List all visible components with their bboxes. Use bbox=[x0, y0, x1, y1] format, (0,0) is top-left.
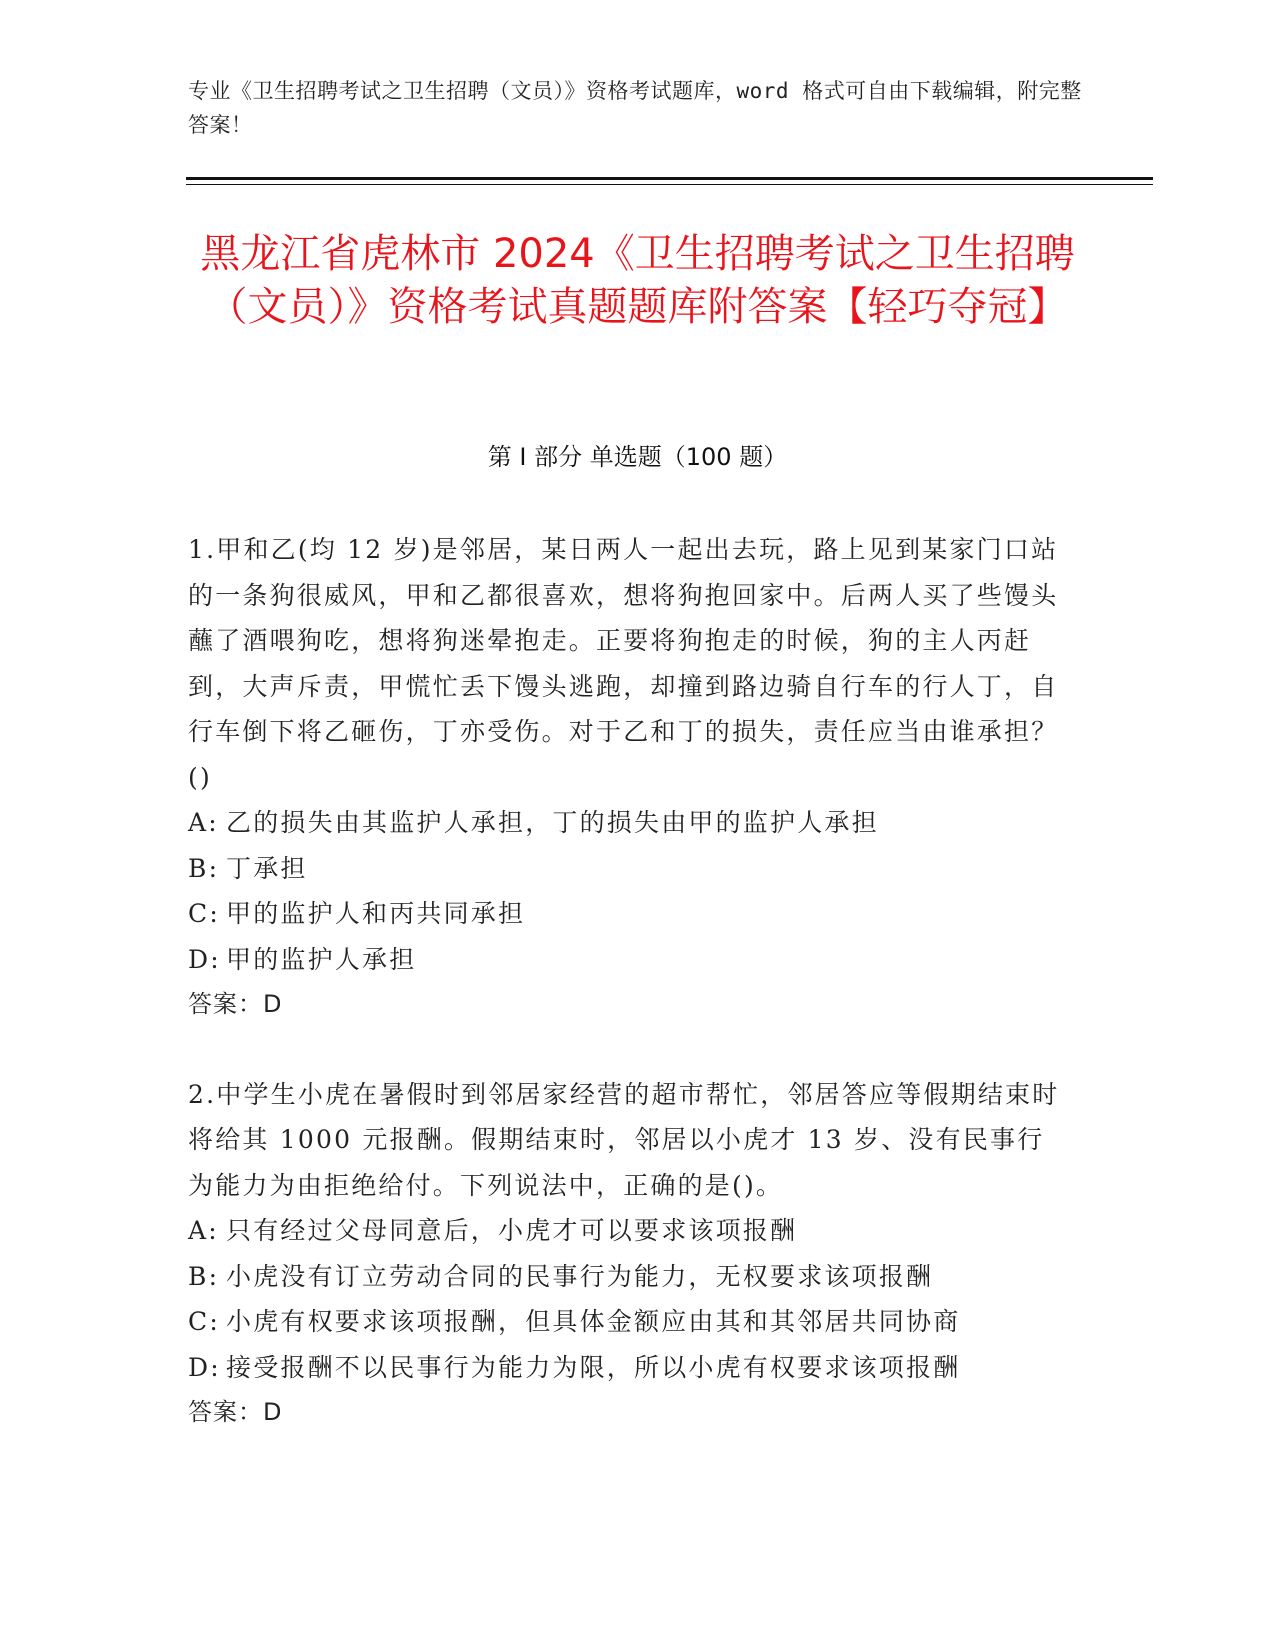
answer-label: 答案：D bbox=[188, 990, 283, 1018]
option-letter: C: bbox=[188, 1307, 220, 1336]
question-list bbox=[188, 527, 1068, 1480]
option-text: 小虎有权要求该项报酬，但具体金额应由其和其邻居共同协商 bbox=[226, 1307, 961, 1336]
option-text: 甲的监护人和丙共同承担 bbox=[226, 899, 526, 928]
option-c bbox=[188, 1299, 1068, 1345]
question-1 bbox=[188, 527, 1068, 1028]
header-note: 专业《卫生招聘考试之卫生招聘（文员）》资格考试题库，word 格式可自由下载编辑，附完整答案！ bbox=[188, 79, 1082, 137]
header-rule-thick bbox=[186, 177, 1153, 180]
option-b bbox=[188, 846, 1068, 892]
section-title: 第 I 部分 单选题（100 题） bbox=[487, 443, 788, 471]
option-a bbox=[188, 1208, 1068, 1254]
option-text: 丁承担 bbox=[226, 853, 308, 883]
option-letter: C: bbox=[188, 899, 220, 928]
option-text: 甲的监护人承担 bbox=[226, 944, 417, 974]
question-stem: 1.甲和乙(均 12 岁)是邻居，某日两人一起出去玩，路上见到某家门口站的一条狗很威风，甲和乙都很喜欢，想将狗抱回家中。后两人买了些馒头蘸了酒喂狗吃，想将狗迷晕抱走。正要将狗抱走的时候，狗的主人丙赶到，大声斥责，甲慌忙丢下馒头逃跑，却撞到路边骑自行车的行人丁，自行车倒下将乙砸伤，丁亦受伤。对于乙和丁的损失，责任应当由谁承担？() bbox=[188, 535, 1059, 792]
document-title: 黑龙江省虎林市 2024《卫生招聘考试之卫生招聘（文员）》资格考试真题题库附答案【轻巧夺冠】 bbox=[200, 231, 1075, 330]
option-a bbox=[188, 800, 1068, 846]
header-rule-thin bbox=[186, 184, 1153, 185]
option-text: 小虎没有订立劳动合同的民事行为能力，无权要求该项报酬 bbox=[226, 1261, 934, 1291]
option-letter: B: bbox=[188, 1261, 220, 1291]
option-b bbox=[188, 1254, 1068, 1300]
question-2 bbox=[188, 1072, 1068, 1436]
option-letter: D: bbox=[188, 1352, 221, 1382]
option-letter: B: bbox=[188, 853, 220, 883]
option-text: 接受报酬不以民事行为能力为限，所以小虎有权要求该项报酬 bbox=[226, 1352, 961, 1382]
option-text: 只有经过父母同意后，小虎才可以要求该项报酬 bbox=[226, 1216, 798, 1245]
option-d bbox=[188, 937, 1068, 983]
option-text: 乙的损失由其监护人承担，丁的损失由甲的监护人承担 bbox=[226, 808, 879, 837]
option-c bbox=[188, 891, 1068, 937]
option-letter: A: bbox=[188, 1216, 219, 1245]
question-stem: 2.中学生小虎在暑假时到邻居家经营的超市帮忙，邻居答应等假期结束时将给其 1000 元报酬。假期结束时，邻居以小虎才 13 岁、没有民事行为能力为由拒绝给付。下列说法中，正确的是()。 bbox=[188, 1079, 1060, 1200]
answer-label: 答案：D bbox=[188, 1398, 283, 1426]
option-letter: A: bbox=[188, 808, 219, 837]
option-letter: D: bbox=[188, 944, 221, 974]
option-d bbox=[188, 1345, 1068, 1391]
